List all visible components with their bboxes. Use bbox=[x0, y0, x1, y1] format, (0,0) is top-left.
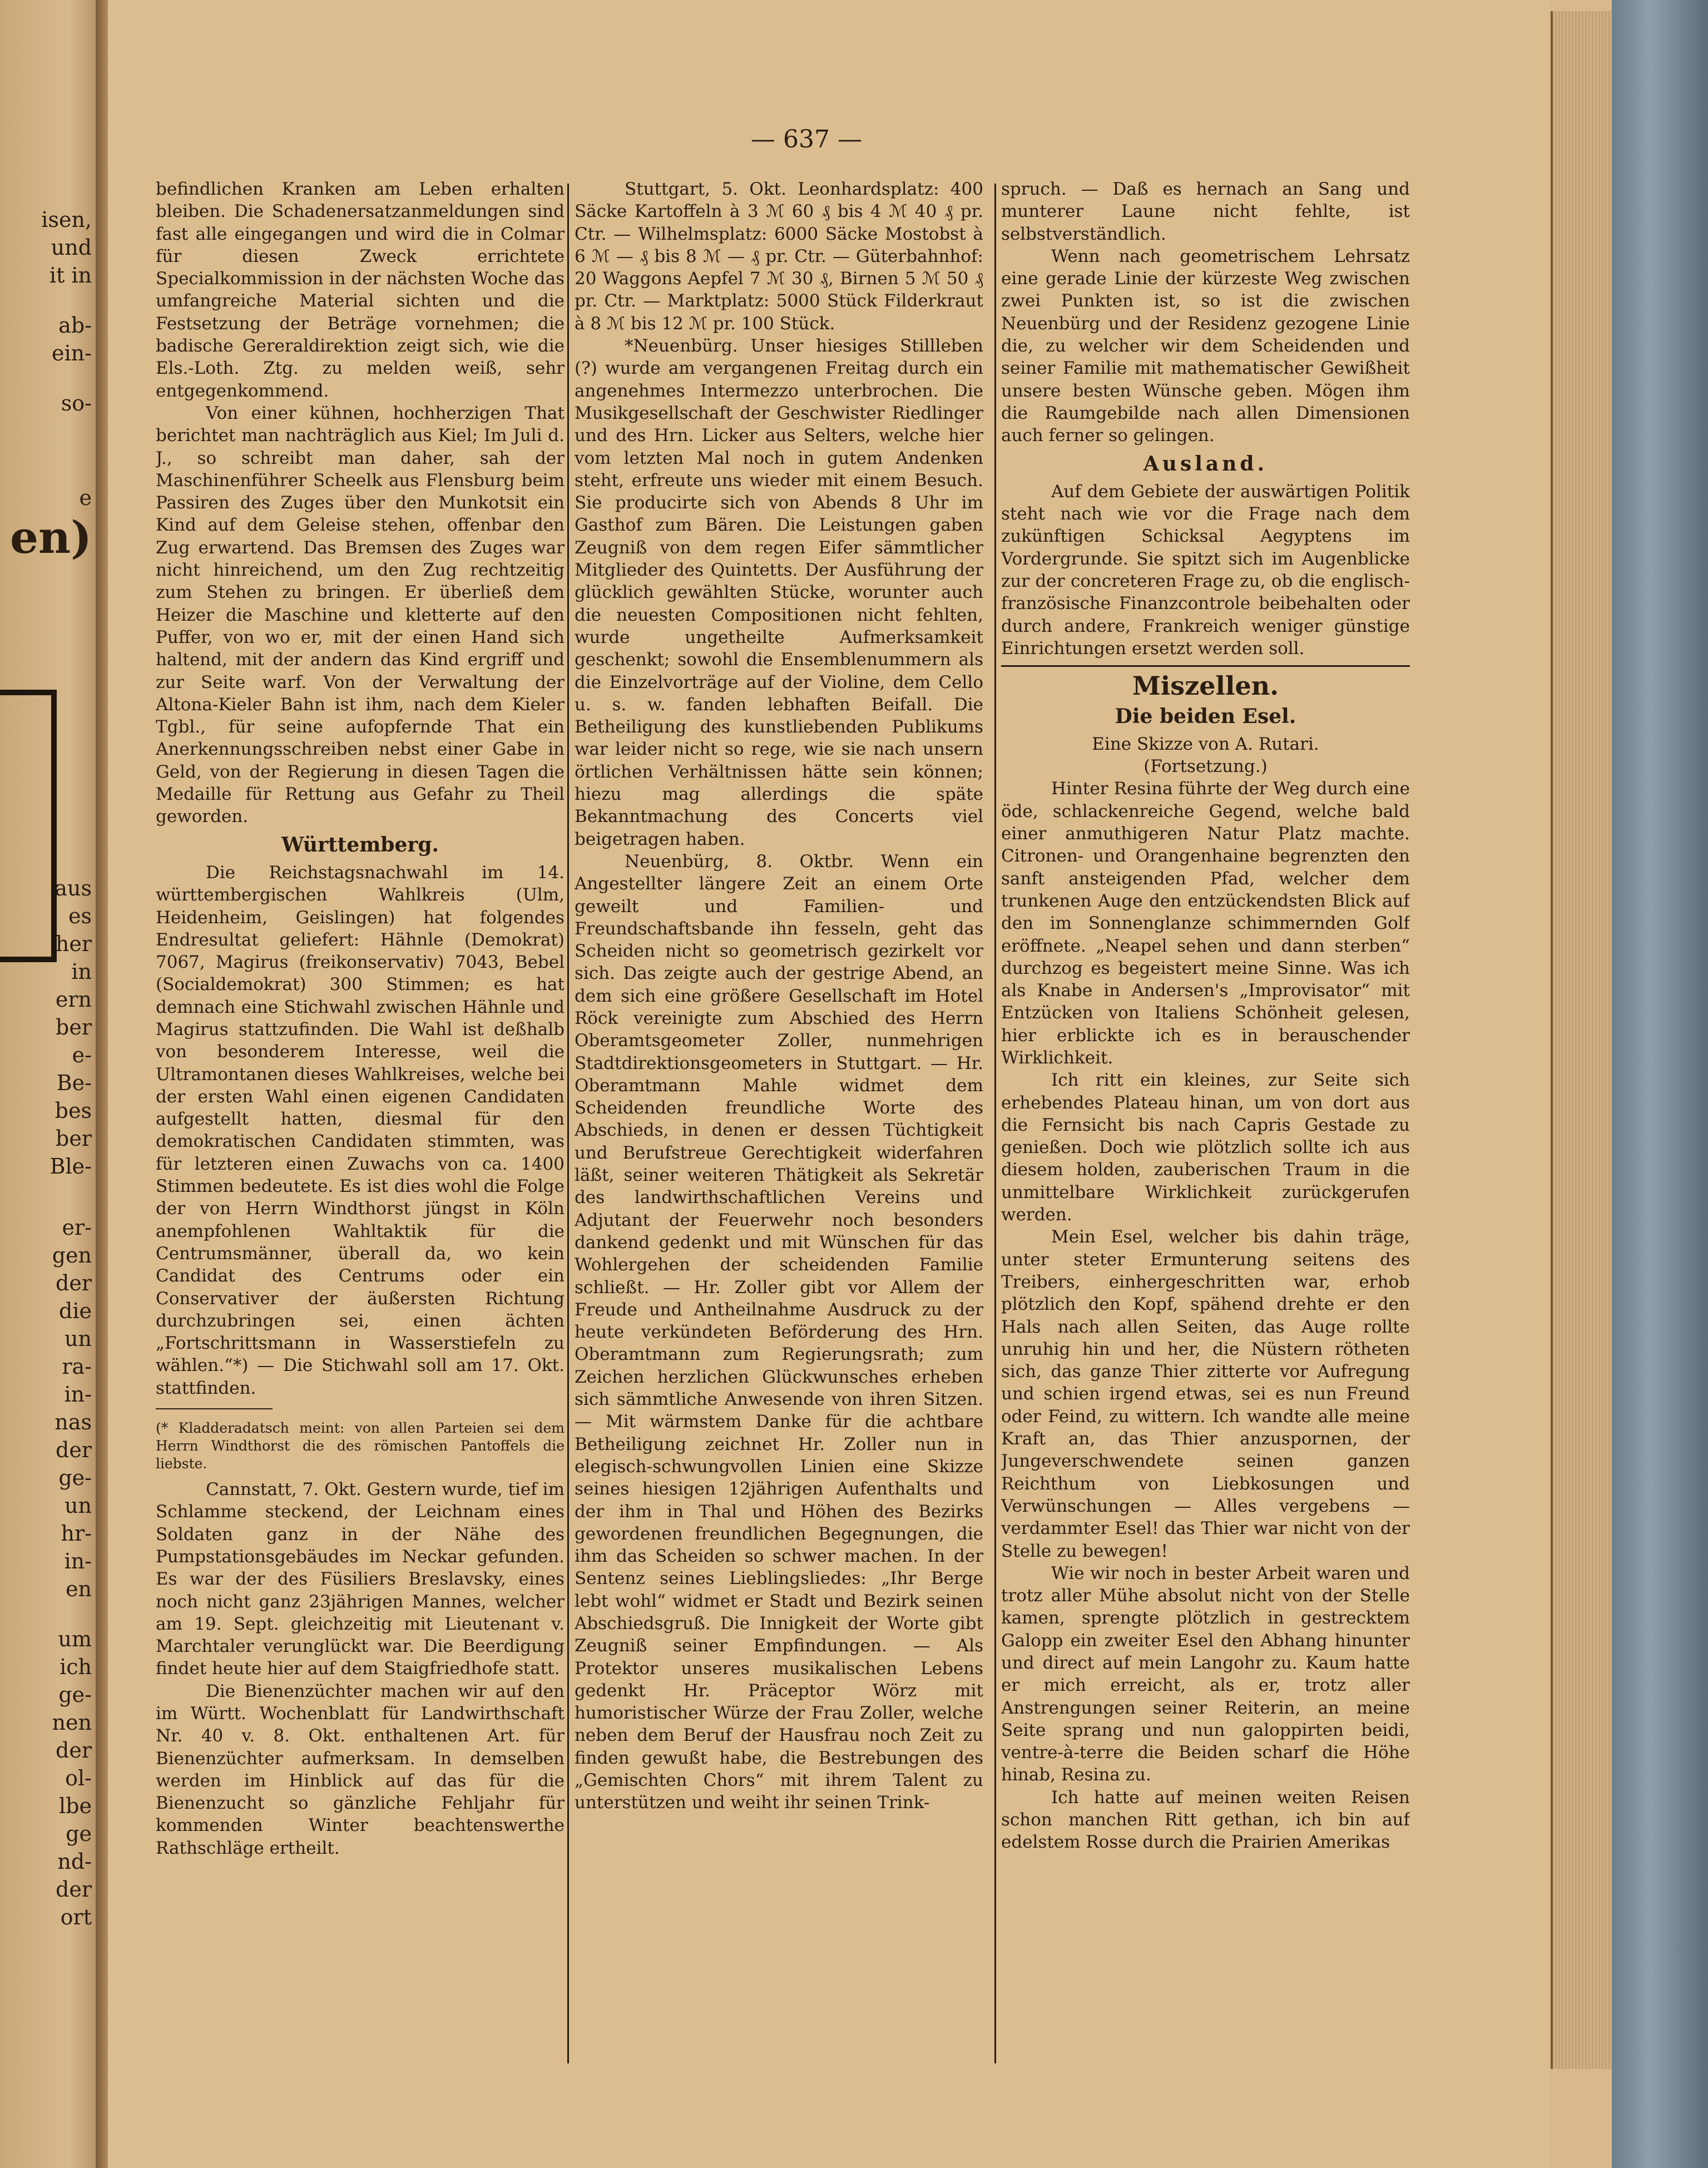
left-page-fragment: es bbox=[68, 904, 92, 928]
article-text: Ich ritt ein kleines, zur Seite sich erhebendes Plateau hinan, um von dort aus die Fernsicht bis nach Capris Gestade zu genießen. Doch wie plötzlich sollte ich aus diesem holden, zauberischen Traum in die unmittelbare Wirklichkeit zurückgerufen werden. bbox=[1001, 1070, 1410, 1225]
left-page-fragment: ort bbox=[60, 1905, 92, 1929]
left-page-fragment: ern bbox=[55, 987, 92, 1012]
left-page-fragment: ge bbox=[66, 1821, 92, 1846]
article-text: Ich hatte auf meinen weiten Reisen schon manchen Ritt gethan, ich bin auf edelstem Rosse durch die Prairien Amerikas bbox=[1001, 1787, 1410, 1853]
left-page-fragment: aus bbox=[55, 876, 92, 900]
left-page-fragment: hr- bbox=[61, 1521, 92, 1546]
article-text: Mein Esel, welcher bis dahin träge, unter steter Ermunterung seitens des Treibers, einhergeschritten war, erhob plötzlich den Kopf, spähend drehte er den Hals nach allen Seiten, das Auge rollte unruhig hin und her, die Nüstern rötheten sich, das ganze Thier zitterte vor Aufregung und schien irgend etwas, sei es nun Freund oder Feind, zu wittern. Ich wandte alle meine Kraft an, das Thier anzuspornen, der Jungeverschwendete seinen ganzen Reichthum von Liebkosungen und Verwünschungen — Alles vergebens — verdammter Esel! das Thier war nicht von der Stelle zu bewegen! bbox=[1001, 1227, 1410, 1561]
left-page-fragment: un bbox=[65, 1326, 92, 1351]
left-page-fragment: der bbox=[56, 1877, 92, 1902]
left-page-fragment: en) bbox=[10, 512, 92, 563]
left-page-fragment: e bbox=[79, 486, 92, 510]
book-gutter bbox=[96, 0, 108, 2168]
article-text: Von einer kühnen, hochherzigen That berichtet man nachträglich aus Kiel; Im Juli d. J., so schreibt man daher, sah der Maschinenführer Scheelk aus Flensburg beim Passiren des Zuges über den Munkotsit ein Kind auf dem Geleise stehen, offenbar den Zug erwartend. Das Bremsen des Zuges war nicht hinreichend, um den Zug rechtzeitig zum Stehen zu bringen. Er überließ dem Heizer die Maschine und kletterte auf den Puffer, von wo er, mit der einen Hand sich haltend, mit der andern das Kind ergriff und zur Seite warf. Von der Verwaltung der Altona-Kieler Bahn ist ihm, nach dem Kieler Tgbl., für seine aufopfernde That ein Anerkennungsschreiben nebst einer Gabe in Geld, von der Regierung in diesen Tagen die Medaille für Rettung aus Gefahr zu Theil geworden. bbox=[156, 403, 565, 827]
left-page-fragment: Be- bbox=[56, 1071, 92, 1095]
left-page-fragment: und bbox=[51, 235, 92, 260]
left-page-fragment: ber bbox=[56, 1015, 92, 1040]
article-text: Neuenbürg, 8. Oktbr. Wenn ein Angestellter längere Zeit an einem Orte geweilt und Familien- und Freundschaftsbande ihn fesseln, geht das Scheiden nicht so geometrisch gezirkelt vor sich. Das zeigte auch der gestrige Abend, an dem sich eine größere Gesellschaft im Hotel Röck vereinigte zum Abschied des Herrn Oberamtsgeometer Zoller, nunmehrigen Stadtdirektionsgeometers in Stuttgart. — Hr. Oberamtmann Mahle widmet dem Scheidenden freundliche Worte des Abschieds, in denen er dessen Tüchtigkeit und Berufstreue Gerechtigkeit widerfahren läßt, seiner weiteren Thätigkeit als Sekretär des landwirthschaftlichen Vereins und Adjutant der Feuerwehr noch besonders dankend gedenkt und mit Wünschen für das Wohlergehen der scheidenden Familie schließt. — Hr. Zoller gibt vor Allem der Freude und Antheilnahme Ausdruck zu der heute verkündeten Beförderung des Hrn. Oberamtmann zum Regierungsrath; zum Zeichen herzlichen Glückwunsches erheben sich sämmtliche Anwesende von ihren Sitzen. — Mit wärmstem Danke für die achtbare Betheiligung zeichnet Hr. Zoller nun in elegisch-schwungvollen Linien eine Skizze seines hiesigen 12jährigen Aufenthalts und der ihm in Thal und Höhen des Bezirks gewordenen freundlichen Begegnungen, die ihm das Scheiden so schwer machen. In der Sentenz seines Lieblingsliedes: „Ihr Berge lebt wohl“ widmet er Stadt und Bezirk seinen Abschiedsgruß. Die Innigkeit der Worte gibt Zeugniß seiner Empfindungen. — Als Protektor unseres musikalischen Lebens gedenkt Hr. Präceptor Wörz mit humoristischer Würze der Frau Zoller, welche neben dem Beruf der Hausfrau noch Zeit zu finden gewußt habe, die Bestrebungen des „Gemischten Chors“ mit ihrem Talent zu unterstützen und weiht ihr seinen Trink- bbox=[575, 851, 983, 1813]
left-page-fragment: ra- bbox=[62, 1354, 92, 1379]
article-text: befindlichen Kranken am Leben erhalten bleiben. Die Schadenersatzanmeldungen sind fast alle eingegangen und wird die in Colmar für diesen Zweck errichtete Specialkommission in der nächsten Woche das umfangreiche Material sichten und die Festsetzung der Beträge vornehmen; die badische Gereraldirektion zeigt sich, wie die Els.-Loth. Ztg. zu melden weiß, sehr entgegenkommend. bbox=[156, 179, 565, 401]
section-heading-wuerttemberg: Württemberg. bbox=[281, 833, 439, 857]
left-page-fragment: ol- bbox=[65, 1766, 92, 1790]
left-page-fragment: Ble- bbox=[49, 1154, 92, 1179]
left-page-fragment: un bbox=[65, 1493, 92, 1518]
left-page-fragment: ber bbox=[56, 1126, 92, 1151]
story-continuation: (Fortsetzung.) bbox=[1143, 756, 1268, 777]
left-page-fragment: lbe bbox=[59, 1794, 92, 1818]
left-page-fragment: er- bbox=[62, 1215, 92, 1240]
left-page-fragments bbox=[0, 206, 92, 1931]
article-text: Die Reichstagsnachwahl im 14. württembergischen Wahlkreis (Ulm, Heidenheim, Geislingen) hat folgendes Endresultat geliefert: Hähnle (Demokrat) 7067, Magirus (freikonservativ) 7043, Bebel (Socialdemokrat) 300 Stimmen; es hat demnach eine Stichwahl zwischen Hähnle und Magirus stattzufinden. Die Wahl ist deßhalb von besonderem Interesse, weil die Ultramontanen dieses Wahlkreises, welche bei der ersten Wahl einen eigenen Candidaten aufgestellt hatten, diesmal für den demokratischen Candidaten stimmten, was für letzteren einen Zuwachs von ca. 1400 Stimmen bedeutete. Es ist dies wohl die Folge der von Herrn Windthorst jüngst in Köln anempfohlenen Wahltaktik für die Centrumsmänner, überall da, wo kein Candidat des Centrums oder ein Conservativer der äußersten Richtung durchzubringen sei, einen ächten „Fortschrittsmann in Wasserstiefeln zu wählen.“*) — Die Stichwahl soll am 17. Okt. stattfinden. bbox=[156, 862, 565, 1398]
column-1 bbox=[156, 178, 565, 2086]
left-page-fragment: in bbox=[71, 959, 92, 984]
article-text: Stuttgart, 5. Okt. Leonhardsplatz: 400 Säcke Kartoffeln à 3 ℳ 60 ₰ bis 4 ℳ 40 ₰ pr. Ctr. — Wilhelmsplatz: 6000 Säcke Mostobst à 6 ℳ — ₰ bis 8 ℳ — ₰ pr. Ctr. — Güterbahnhof: 20 Waggons Aepfel 7 ℳ 30 ₰, Birnen 5 ℳ 50 ₰ pr. Ctr. — Marktplatz: 5000 Stück Filderkraut à 8 ℳ bis 12 ℳ pr. 100 Stück. bbox=[575, 179, 983, 334]
left-page-fragment: die bbox=[59, 1299, 92, 1323]
left-page-fragment: der bbox=[56, 1271, 92, 1295]
article-text: Wie wir noch in bester Arbeit waren und trotz aller Mühe absolut nicht von der Stelle kamen, sprengte plötzlich in gestrecktem Galopp ein zweiter Esel den Abhang hinunter und direct auf mein Langohr zu. Kaum hatte er mich erreicht, als er, trotz aller Anstrengungen seiner Reiterin, an meine Seite sprang und nun galoppirten beidi, ventre-à-terre die Beiden scharf die Höhe hinab, Resina zu. bbox=[1001, 1563, 1410, 1785]
section-heading-miszellen: Miszellen. bbox=[1132, 671, 1279, 701]
section-heading-ausland: Ausland. bbox=[1143, 452, 1268, 476]
left-page-fragment: nas bbox=[55, 1410, 92, 1434]
left-page-fragment: en bbox=[66, 1577, 92, 1601]
column-3 bbox=[1001, 178, 1410, 2086]
left-page-fragment: in- bbox=[64, 1382, 92, 1407]
page-number: — 637 — bbox=[751, 125, 862, 154]
footnote: (* Kladderadatsch meint: von allen Parteien sei dem Herrn Windthorst die des römischen Pantoffels die liebste. bbox=[156, 1420, 565, 1472]
column-2 bbox=[575, 178, 983, 2086]
book-cover bbox=[1612, 0, 1708, 2168]
article-text: *Neuenbürg. Unser hiesiges Stillleben (?) wurde am vergangenen Freitag durch ein angenehmes Intermezzo unterbrochen. Die Musikgesellschaft der Geschwister Riedlinger und des Hrn. Licker aus Selters, welche hier vom letzten Mal noch in gutem Andenken steht, erfreute uns wieder mit einem Besuch. Sie producirte sich von Abends 8 Uhr im Gasthof zum Bären. Die Leistungen gaben Zeugniß von dem regen Eifer sämmtlicher Mitglieder des Quintetts. Der Ausführung der glücklich gewählten Stücke, worunter auch die neuesten Compositionen nicht fehlten, wurde ungetheilte Aufmerksamkeit geschenkt; sowohl die Ensemblenummern als die Einzelvorträge auf der Violine, dem Cello u. s. w. fanden lebhaften Beifall. Die Betheiligung des kunstliebenden Publikums war leider nicht so rege, wie sie nach unsern örtlichen Verhältnissen hätte sein können; hiezu mag allerdings die späte Bekanntmachung des Concerts viel beigetragen haben. bbox=[575, 336, 983, 849]
article-text: Die Bienenzüchter machen wir auf den im Württ. Wochenblatt für Landwirthschaft Nr. 40 v. 8. Okt. enthaltenen Art. für Bienenzüchter aufmerksam. In demselben werden im Hinblick auf das für die Bienenzucht so gänzliche Fehljahr für kommenden Winter beachtenswerthe Rathschläge ertheilt. bbox=[156, 1681, 565, 1858]
left-page-fragment: ge- bbox=[58, 1466, 92, 1490]
left-page-fragment: bes bbox=[55, 1098, 92, 1123]
left-page-fragment: nen bbox=[52, 1710, 92, 1735]
footnote-rule bbox=[156, 1408, 273, 1409]
left-page-fragment: um bbox=[58, 1627, 92, 1651]
left-page-fragment: her bbox=[55, 932, 92, 956]
left-page-fragment: in- bbox=[64, 1549, 92, 1573]
article-text: spruch. — Daß es hernach an Sang und munterer Laune nicht fehlte, ist selbstverständlich. bbox=[1001, 179, 1410, 244]
left-page-fragment: so- bbox=[61, 391, 92, 415]
left-page-fragment: der bbox=[56, 1438, 92, 1462]
article-text: Cannstatt, 7. Okt. Gestern wurde, tief im Schlamme steckend, der Leichnam eines Soldaten ganz in der Nähe des Pumpstationsgebäudes im Neckar gefunden. Es war der des Füsiliers Breslavsky, eines noch nicht ganz 23jährigen Mannes, welcher am 19. Sept. gleichzeitig mit Lieutenant v. Marchtaler verunglückt war. Die Beerdigung findet heute hier auf dem Staigfriedhofe statt. bbox=[156, 1479, 565, 1679]
left-page-fragment: e- bbox=[72, 1043, 92, 1067]
section-rule bbox=[1001, 665, 1410, 667]
left-page-box-frame bbox=[0, 690, 57, 962]
left-page-fragment: nd- bbox=[57, 1849, 92, 1874]
left-page-fragment: gen bbox=[52, 1243, 92, 1268]
left-page-fragment: it in bbox=[49, 263, 92, 288]
left-page-fragment: ein- bbox=[52, 341, 92, 365]
left-page-fragment: ge- bbox=[58, 1682, 92, 1707]
column-rule-left bbox=[567, 184, 569, 2063]
column-rule-right bbox=[994, 184, 996, 2063]
story-title: Die beiden Esel. bbox=[1115, 704, 1296, 728]
article-text: Auf dem Gebiete der auswärtigen Politik steht nach wie vor die Frage nach dem zukünftigen Schicksal Aegyptens im Vordergrunde. Sie spitzt sich im Augenblicke zur der concreteren Frage zu, ob die englisch-französische Finanzcontrole beibehalten oder durch andere, Frankreich weniger günstige Einrichtungen ersetzt werden soll. bbox=[1001, 481, 1410, 659]
article-text: Wenn nach geometrischem Lehrsatz eine gerade Linie der kürzeste Weg zwischen zwei Punkten ist, so ist die zwischen Neuenbürg und der Residenz gezogene Linie die, zu welcher wir dem Scheidenden und seiner Familie mit mathematischer Gewißheit unsere besten Wünsche geben. Mögen ihm die Raumgebilde nach allen Dimensionen auch ferner so gelingen. bbox=[1001, 246, 1410, 446]
story-subtitle: Eine Skizze von A. Rutari. bbox=[1092, 734, 1319, 754]
left-page-fragment: isen, bbox=[41, 207, 92, 232]
left-page-fragment: ich bbox=[60, 1655, 92, 1679]
left-page-fragment: ab- bbox=[58, 313, 92, 338]
article-text: Hinter Resina führte der Weg durch eine öde, schlackenreiche Gegend, welche bald einer anmuthigeren Natur Platz machte. Citronen- und Orangenhaine begrenzten den sanft ansteigenden Pfad, welcher dem trunkenen Auge den entzückendsten Blick auf den im Sonnenglanze schimmernden Golf eröffnete. „Neapel sehen und dann sterben“ durchzog es begeistert meine Sinne. Was ich als Knabe in Andersen's „Improvisator“ mit Entzücken von Italiens Schönheit gelesen, hier erblickte ich es in berauschender Wirklichkeit. bbox=[1001, 779, 1410, 1068]
page-stack-edge bbox=[1551, 11, 1614, 2069]
left-page-fragment: der bbox=[56, 1738, 92, 1763]
